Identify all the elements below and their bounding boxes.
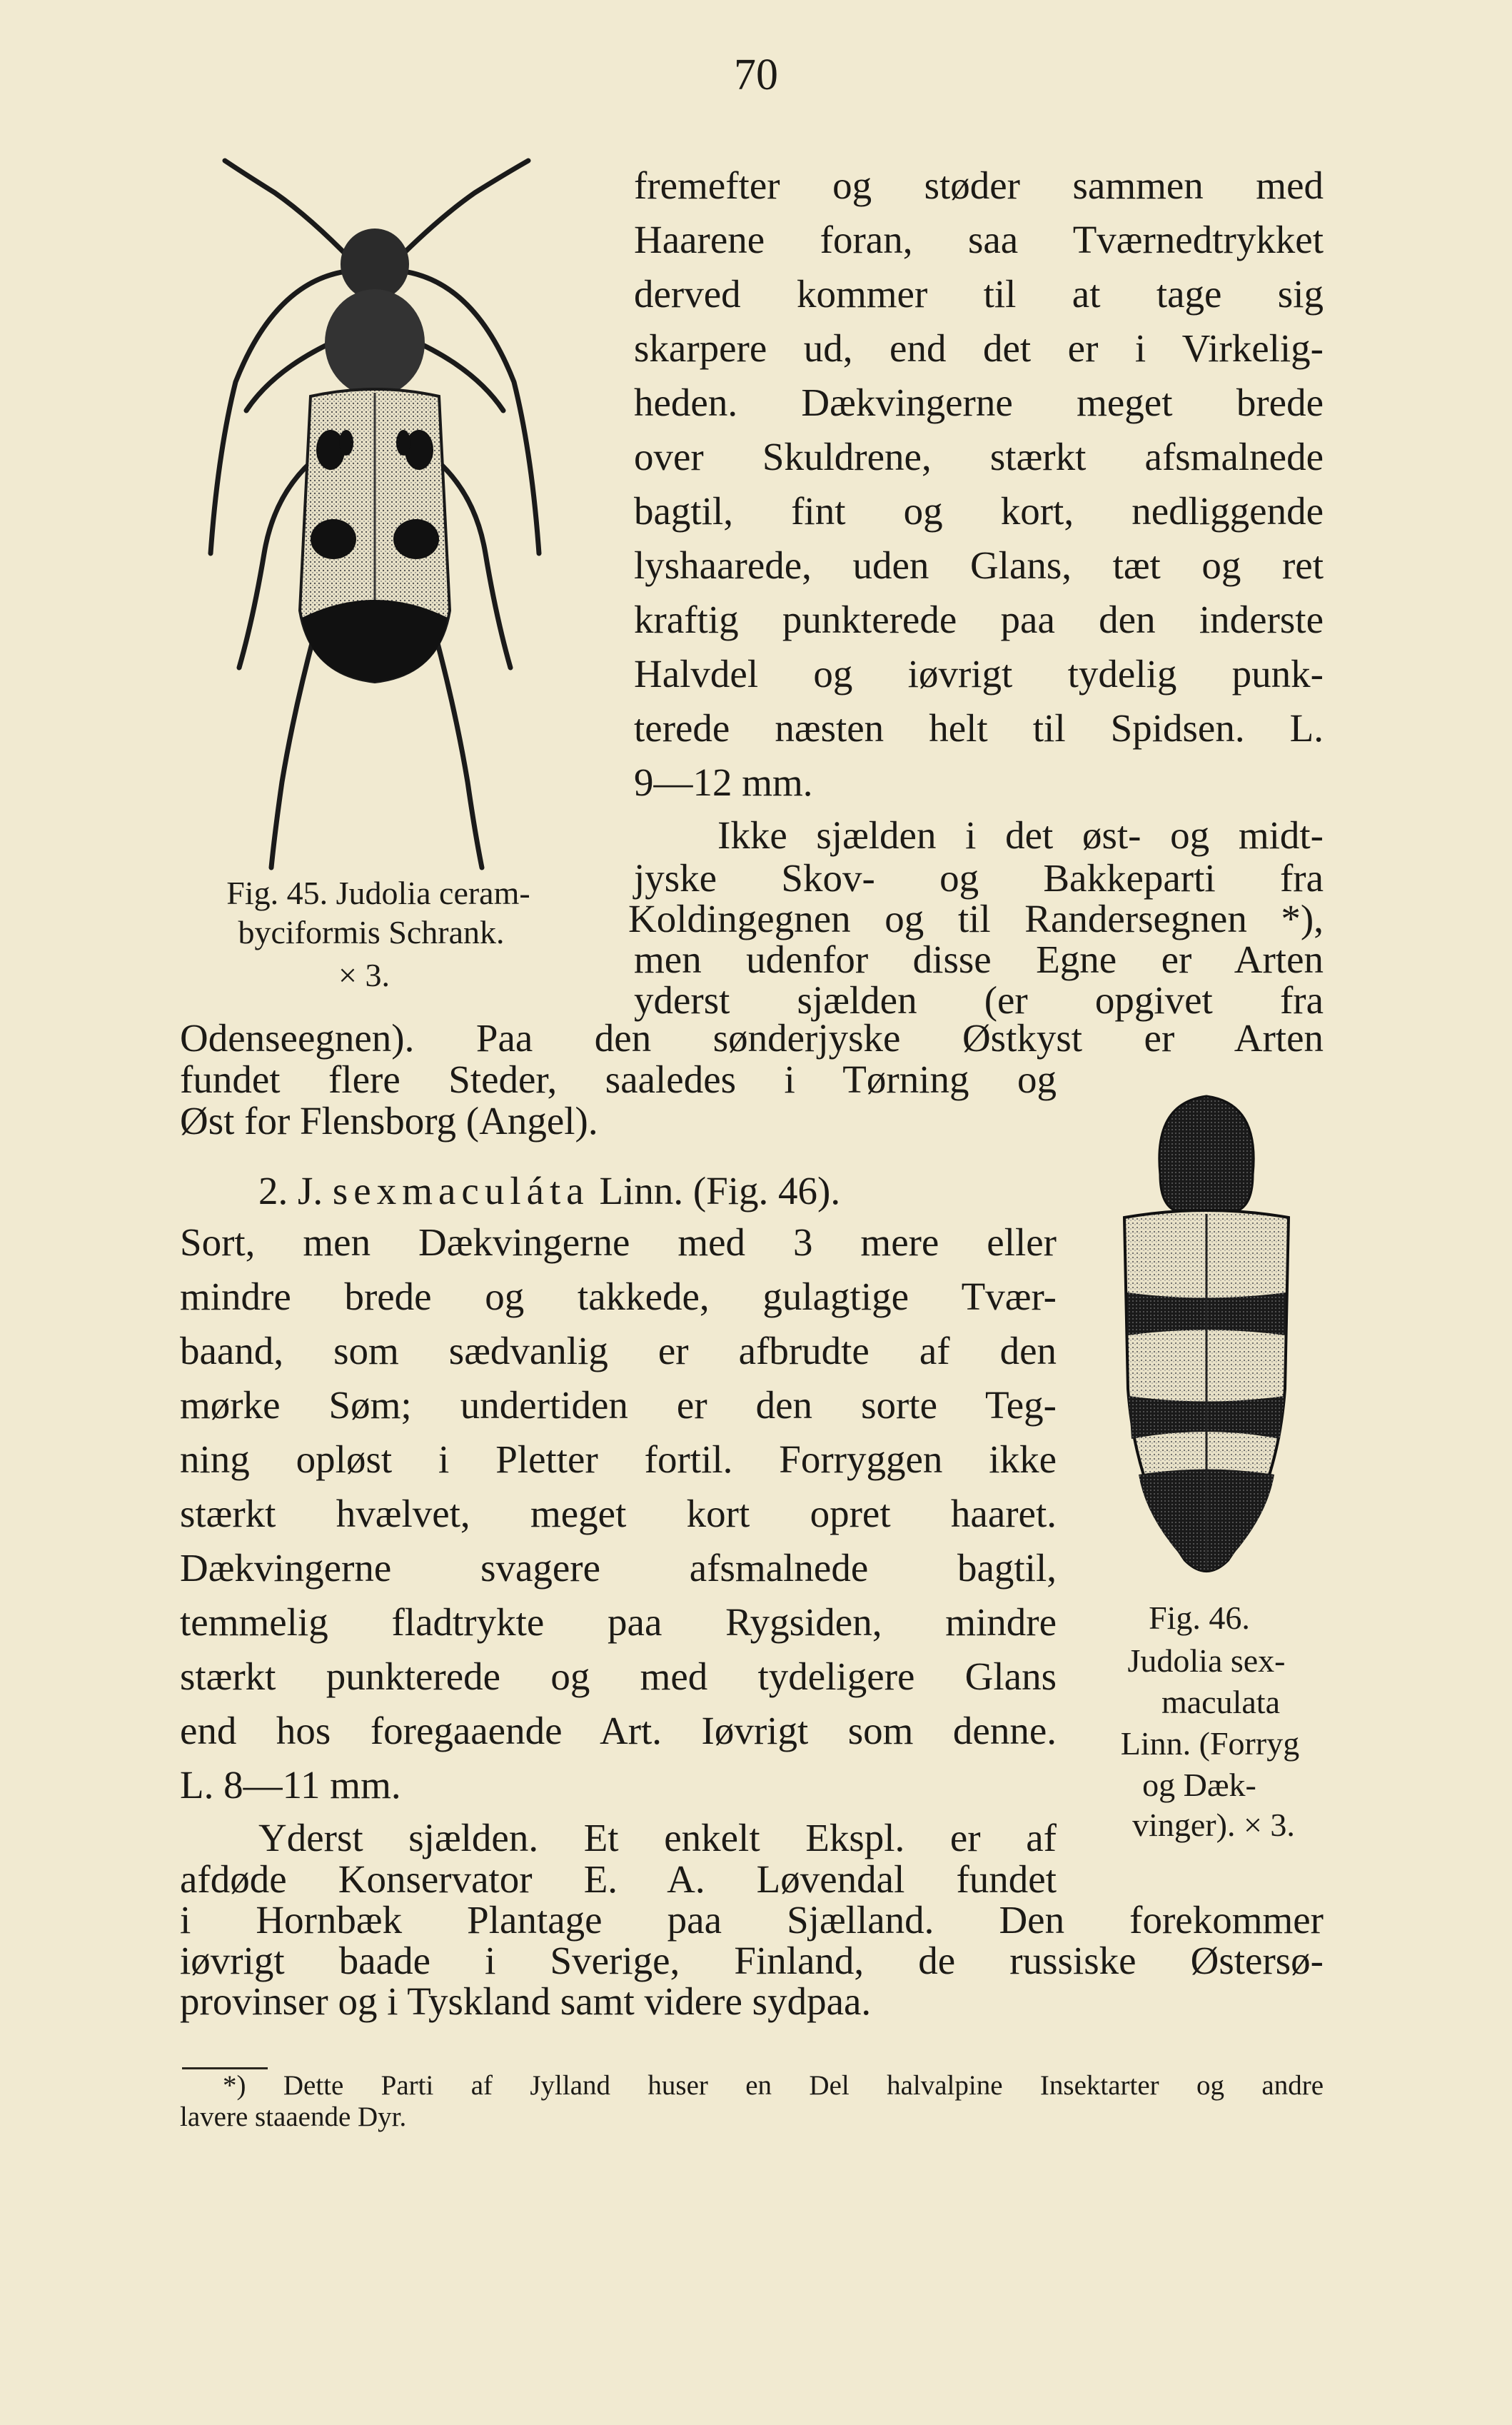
page-number: 70 bbox=[734, 51, 778, 99]
fig45-caption-1: Fig. 45. Judolia ceram- bbox=[226, 875, 530, 911]
fig46-caption-6: vinger). × 3. bbox=[1132, 1807, 1295, 1843]
text-line: over Skuldrene, stærkt afsmalnede bbox=[634, 435, 1324, 478]
text-line: 9—12 mm. bbox=[634, 760, 813, 804]
text-line: yderst sjælden (er opgivet fra bbox=[634, 978, 1324, 1022]
text-line: Halvdel og iøvrigt tydelig punk- bbox=[634, 652, 1324, 696]
text-line: Dækvingerne svagere afsmalnede bagtil, bbox=[180, 1546, 1057, 1590]
text-line: lyshaarede, uden Glans, tæt og ret bbox=[634, 543, 1324, 587]
text-line: Øst for Flensborg (Angel). bbox=[180, 1099, 598, 1143]
footnote-line: *) Dette Parti af Jylland huser en Del halvalpine Insektarter og andre bbox=[223, 2070, 1324, 2101]
text-line: derved kommer til at tage sig bbox=[634, 272, 1324, 316]
text-line: fremefter og støder sammen med bbox=[634, 164, 1324, 207]
text-line: fundet flere Steder, saaledes i Tørning og bbox=[180, 1058, 1057, 1101]
text-line: terede næsten helt til Spidsen. L. bbox=[634, 706, 1324, 750]
text-line: L. 8—11 mm. bbox=[180, 1763, 401, 1807]
beetle-figure-46 bbox=[1110, 1089, 1303, 1582]
beetle-figure-45 bbox=[168, 154, 589, 875]
text-line: i Hornbæk Plantage paa Sjælland. Den forekommer bbox=[180, 1898, 1324, 1942]
fig46-caption-3: maculata bbox=[1161, 1684, 1280, 1720]
text-line: baand, som sædvanlig er afbrudte af den bbox=[180, 1329, 1057, 1372]
text-line: jyske Skov- og Bakkeparti fra bbox=[634, 856, 1324, 900]
text-line: Odenseegnen). Paa den sønderjyske Østkyst er Arten bbox=[180, 1016, 1324, 1060]
fig46-caption-1: Fig. 46. bbox=[1149, 1600, 1250, 1636]
fig46-caption-4: Linn. (Forryg bbox=[1120, 1725, 1300, 1762]
fig46-caption-2: Judolia sex- bbox=[1127, 1642, 1286, 1679]
text-line: afdøde Konservator E. A. Løvendal fundet bbox=[180, 1857, 1057, 1901]
text-line: Haarene foran, saa Tværnedtrykket bbox=[634, 218, 1324, 261]
text-line: provinser og i Tyskland samt videre sydpaa. bbox=[180, 1979, 872, 2023]
text-line: heden. Dækvingerne meget brede bbox=[634, 381, 1324, 424]
text-line: mørke Søm; undertiden er den sorte Teg- bbox=[180, 1383, 1057, 1427]
text-line: Ikke sjælden i det øst- og midt- bbox=[717, 813, 1324, 857]
fig45-caption-3: × 3. bbox=[338, 957, 390, 993]
footnote-line: lavere staaende Dyr. bbox=[180, 2102, 407, 2132]
text-line: stærkt hvælvet, meget kort opret haaret. bbox=[180, 1492, 1057, 1535]
text-line: temmelig fladtrykte paa Rygsiden, mindre bbox=[180, 1600, 1057, 1644]
text-line: Sort, men Dækvingerne med 3 mere eller bbox=[180, 1220, 1057, 1264]
text-line: stærkt punkterede og med tydeligere Glans bbox=[180, 1655, 1057, 1698]
fig45-caption-2: byciformis Schrank. bbox=[238, 914, 505, 950]
text-line: bagtil, fint og kort, nedliggende bbox=[634, 489, 1324, 533]
species-reference: Linn. (Fig. 46). bbox=[599, 1169, 841, 1212]
text-line: mindre brede og takkede, gulagtige Tvær- bbox=[180, 1275, 1057, 1318]
text-line: men udenfor disse Egne er Arten bbox=[634, 938, 1324, 981]
text-line: Koldingegnen og til Randersegnen *), bbox=[628, 897, 1324, 940]
text-line: iøvrigt baade i Sverige, Finland, de russiske Østersø- bbox=[180, 1939, 1324, 1982]
text-line: Yderst sjælden. Et enkelt Ekspl. er af bbox=[258, 1816, 1057, 1859]
species-number: 2. J. bbox=[258, 1169, 323, 1212]
species-heading bbox=[258, 1167, 840, 1215]
species-name: sexmaculáta bbox=[332, 1169, 590, 1212]
fig46-caption-5: og Dæk- bbox=[1142, 1767, 1256, 1803]
text-line: end hos foregaaende Art. Iøvrigt som denne. bbox=[180, 1709, 1057, 1752]
text-line: skarpere ud, end det er i Virkelig- bbox=[634, 326, 1324, 370]
text-line: ning opløst i Pletter fortil. Forryggen ikke bbox=[180, 1437, 1057, 1481]
text-line: kraftig punkterede paa den inderste bbox=[634, 598, 1324, 641]
